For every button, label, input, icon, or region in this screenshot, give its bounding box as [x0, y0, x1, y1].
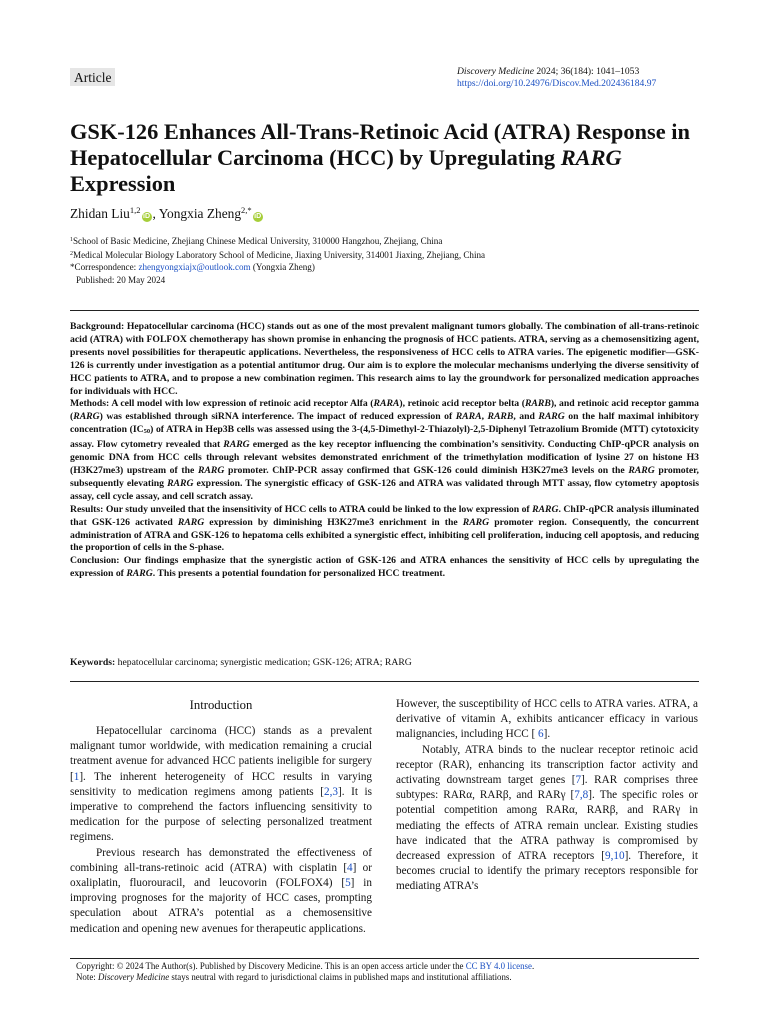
abstract-text: Our findings emphasize that the synergistic action of GSK-126 and ATRA enhances the sensitivity of HCC cells by upregulating the expression of	[70, 555, 699, 580]
abstract	[70, 321, 699, 581]
note-line	[76, 972, 534, 983]
abstract-text: Hepatocellular carcinoma (HCC) stands out as one of the most prevalent malignant tumors globally. The combination of all-trans-retinoic acid (ATRA) with FOLFOX chemotherapy has shown promise in enhancing the prognosis of HCC patients. ATRA, serving as a chemosensitizing agent, presents novel possibilities for therapeutic applications. Nevertheless, the responsiveness of HCC cells to ATRA varies. The epigenetic modifier—GSK-126 is currently under investigation as a potential antitumor drug. Our aim is to explore the molecular mechanisms underlying the diverse sensitivity of HCC patients to ATRA, and to propose a new combination regimen. This research aims to lay the groundwork for personalized medication approaches for individuals with HCC.	[70, 321, 699, 397]
citation-link[interactable]: 4	[347, 861, 353, 874]
abstract-text: Our study unveiled that the insensitivity of HCC cells to ATRA could be linked to the low expression of	[105, 503, 533, 515]
section-label: Results:	[70, 503, 106, 515]
gene-name: RARG	[197, 464, 225, 476]
divider	[70, 681, 699, 682]
abstract-text: . ChIP-qPCR analysis illuminated that GSK-126 activated	[70, 503, 700, 528]
copyright-period: .	[531, 961, 535, 971]
body-text: ]. The inherent heterogeneity of HCC results in varying sensitivity to medication regimens among patients [	[70, 770, 372, 798]
note-label: Note:	[76, 972, 98, 983]
section-heading: Introduction	[189, 698, 253, 712]
abstract-text: promoter. ChIP-PCR assay confirmed that GSK-126 could diminish H3K27me3 levels on the	[224, 464, 629, 476]
affiliation-2	[70, 248, 485, 262]
subscript: 50	[143, 428, 151, 436]
body-paragraph-continued	[396, 697, 698, 743]
gene-name: RARG	[462, 516, 490, 528]
gene-name: RARG	[532, 503, 559, 515]
gene-name: RARG	[73, 411, 100, 423]
citation-link[interactable]: 9,10	[604, 850, 625, 863]
body-text: Notably, ATRA binds to the nuclear receptor retinoic acid receptor (RAR), enhancing its transcription factor activity and activating downstream target genes [	[396, 743, 698, 787]
gene-name: RARG	[628, 464, 655, 476]
abstract-methods	[70, 398, 699, 503]
abstract-text: ,	[481, 411, 488, 423]
author-separator: ,	[152, 206, 159, 221]
author-affil-sup: 1,2	[129, 205, 141, 215]
citation-link[interactable]: 1	[73, 770, 80, 783]
correspondence	[70, 261, 485, 274]
keywords-label: Keywords:	[70, 657, 116, 668]
license-link[interactable]: CC BY 4.0 license	[465, 961, 532, 971]
citation-link[interactable]: 7,8	[574, 789, 589, 802]
abstract-conclusion	[70, 555, 699, 581]
gene-name: RARB	[487, 411, 514, 423]
abstract-text: ) was established through siRNA interference. The impact of reduced expression of	[99, 411, 456, 423]
abstract-text: A cell model with low expression of retinoic acid receptor Alfa (	[111, 398, 374, 410]
journal-name: Discovery Medicine	[457, 66, 534, 77]
gene-name: RARB	[524, 398, 551, 410]
gene-name: RARA	[455, 411, 482, 423]
doi-link[interactable]: https://doi.org/10.24976/Discov.Med.202436184.97	[457, 78, 657, 89]
note-journal: Discovery Medicine	[97, 972, 170, 983]
affil-sup: 1	[70, 237, 73, 243]
correspondence-email-link[interactable]: zhengyongxiajx@outlook.com	[138, 262, 251, 273]
published-date: Published: 20 May 2024	[76, 274, 166, 285]
gene-name: RARG	[538, 411, 565, 423]
body-text: Previous research has demonstrated the effectiveness of combining all-trans-retinoic acid (ATRA) with cisplatin [	[70, 846, 372, 874]
abstract-text: ), and retinoic acid receptor gamma (	[70, 398, 699, 423]
article-title	[70, 119, 710, 197]
gene-name: RARA	[373, 398, 400, 410]
keywords-text: hepatocellular carcinoma; synergistic medication; GSK-126; ATRA; RARG	[115, 657, 412, 668]
abstract-text: on the half maximal inhibitory concentration (IC	[70, 411, 700, 436]
abstract-results	[70, 504, 699, 556]
affil-sup: 2	[70, 250, 73, 257]
author-list	[70, 202, 264, 222]
abstract-text: ), retinoic acid receptor belta (	[399, 398, 525, 410]
abstract-text: . This presents a potential foundation for personalized HCC treatment.	[152, 568, 446, 580]
affil-text: School of Basic Medicine, Zhejiang Chinese Medical University, 310000 Hangzhou, Zhejiang, China	[73, 236, 443, 246]
abstract-text: promoter, subsequently elevating	[70, 464, 699, 489]
corr-label: *Correspondence:	[70, 262, 139, 273]
body-text: ] or oxaliplatin, fluorouracil, and leucovorin (FOLFOX4) [	[70, 861, 372, 890]
body-text: However, the susceptibility of HCC cells to ATRA varies. ATRA, a derivative of vitamin A, exhibits anticancer efficacy in various malignancies, including HCC [	[396, 698, 698, 741]
abstract-text: , and	[513, 411, 539, 423]
citation-link[interactable]: 5	[345, 877, 351, 890]
gene-name: RARG	[167, 477, 194, 489]
orcid-icon[interactable]: iD	[143, 213, 150, 220]
footer	[76, 961, 534, 984]
journal-volume: 2024; 36(184): 1041–1053	[533, 66, 640, 77]
body-text: ]. RAR comprises three subtypes: RARα, RARβ, and RARγ [	[396, 774, 698, 802]
body-column-right	[396, 697, 698, 895]
abstract-text: expression by diminishing H3K27me3 enrichment in the	[204, 516, 463, 528]
article-type-badge: Article	[70, 68, 115, 86]
footer-divider	[70, 958, 699, 959]
keywords	[70, 657, 412, 670]
body-paragraph	[70, 846, 372, 937]
title-text: GSK-126 Enhances All-Trans-Retinoic Acid (ATRA) Response in Hepatocellular Carcinoma (HCC) by Upregulating	[70, 119, 690, 170]
affiliation-1	[70, 234, 485, 248]
body-text: ]. The specific roles or potential competition among RARα, RARβ, and RARγ in mediating the effects of ATRA remain unclear. Existing studies have indicated that the ATRA pathway is compromised by decreased expression of ATRA receptors [	[396, 789, 698, 863]
body-column-left	[70, 697, 372, 937]
body-text: ]. Therefore, it becomes crucial to identify the primary receptors responsible for mediating ATRA’s	[396, 850, 698, 893]
section-label: Conclusion:	[70, 555, 124, 567]
abstract-background	[70, 321, 699, 398]
author-name: Zhidan Liu	[70, 206, 130, 221]
copyright-text: Copyright: © 2024 The Author(s). Published by Discovery Medicine. This is an open access article under the	[76, 961, 466, 971]
orcid-icon[interactable]: iD	[254, 213, 262, 220]
body-text: ]. It is imperative to comprehend the factors influencing sensitivity to medication for the purpose of selecting personalized treatment regimens.	[70, 785, 372, 844]
title-gene: RARG	[560, 145, 622, 170]
author-name: Yongxia Zheng	[158, 206, 242, 221]
journal-citation	[457, 66, 639, 78]
section-label: Methods:	[70, 398, 112, 410]
affil-text: Medical Molecular Biology Laboratory School of Medicine, Jiaxing University, 314001 Jiaxing, Zhejiang, China	[73, 249, 486, 260]
divider	[70, 310, 699, 311]
gene-name: RARG	[177, 516, 205, 528]
citation-link[interactable]: 2,3	[323, 785, 338, 798]
body-paragraph	[396, 743, 698, 895]
title-text-end: Expression	[70, 171, 176, 196]
gene-name: RARG	[223, 439, 250, 451]
corr-name: (Yongxia Zheng)	[250, 262, 315, 273]
affiliations	[70, 234, 485, 286]
abstract-text: promoter region. Consequently, the concurrent administration of ATRA and GSK-126 to hepatoma cells exhibited a synergistic effect, inhibiting cell proliferation, inducing cell apoptosis, and reducing the proportion of cells in the S-phase.	[70, 516, 699, 554]
section-label: Background:	[70, 321, 127, 332]
copyright-line	[76, 961, 534, 972]
citation-link[interactable]: 7	[575, 774, 582, 787]
author-affil-sup: 2,*	[241, 205, 252, 215]
citation-link[interactable]: 6	[538, 728, 544, 741]
body-text: ].	[543, 728, 551, 741]
body-text: ] in improving prognoses for the majority of HCC cases, prompting speculation about ATRA’s potential as a chemosensitive medication and opening new avenues for therapeutic applications.	[70, 877, 372, 935]
abstract-text: expression. The synergistic efficacy of GSK-126 and ATRA was validated through MTT assay, flow cytometry apoptosis assay, cell cycle assay, and cell scratch assay.	[70, 477, 699, 502]
abstract-text: ) of ATRA in Hep3B cells was assessed using the 3-(4,5-Dimethyl-2-Thiazolyl)-2,5-Diphenyl Tetrazolium Bromide (MTT) cytotoxicity assay. Flow cytometry revealed that	[70, 424, 699, 451]
gene-name: RARG	[126, 568, 153, 580]
body-text: Hepatocellular carcinoma (HCC) stands as a prevalent malignant tumor worldwide, with medication remaining a crucial treatment avenue for advanced HCC patients ineligible for surgery [	[70, 725, 372, 783]
body-paragraph	[70, 724, 372, 846]
abstract-text: emerged as the key receptor influencing the combination’s sensitivity. Conducting ChIP-qPCR analysis on genomic DNA from HCC cells through relevant websites demonstrated enrichment of the trimethylation modification of lysine 27 on histone H3 (H3K27me3) upstream of the	[70, 439, 699, 476]
note-text: stays neutral with regard to jurisdictional claims in published maps and institutional affiliations.	[169, 972, 512, 983]
